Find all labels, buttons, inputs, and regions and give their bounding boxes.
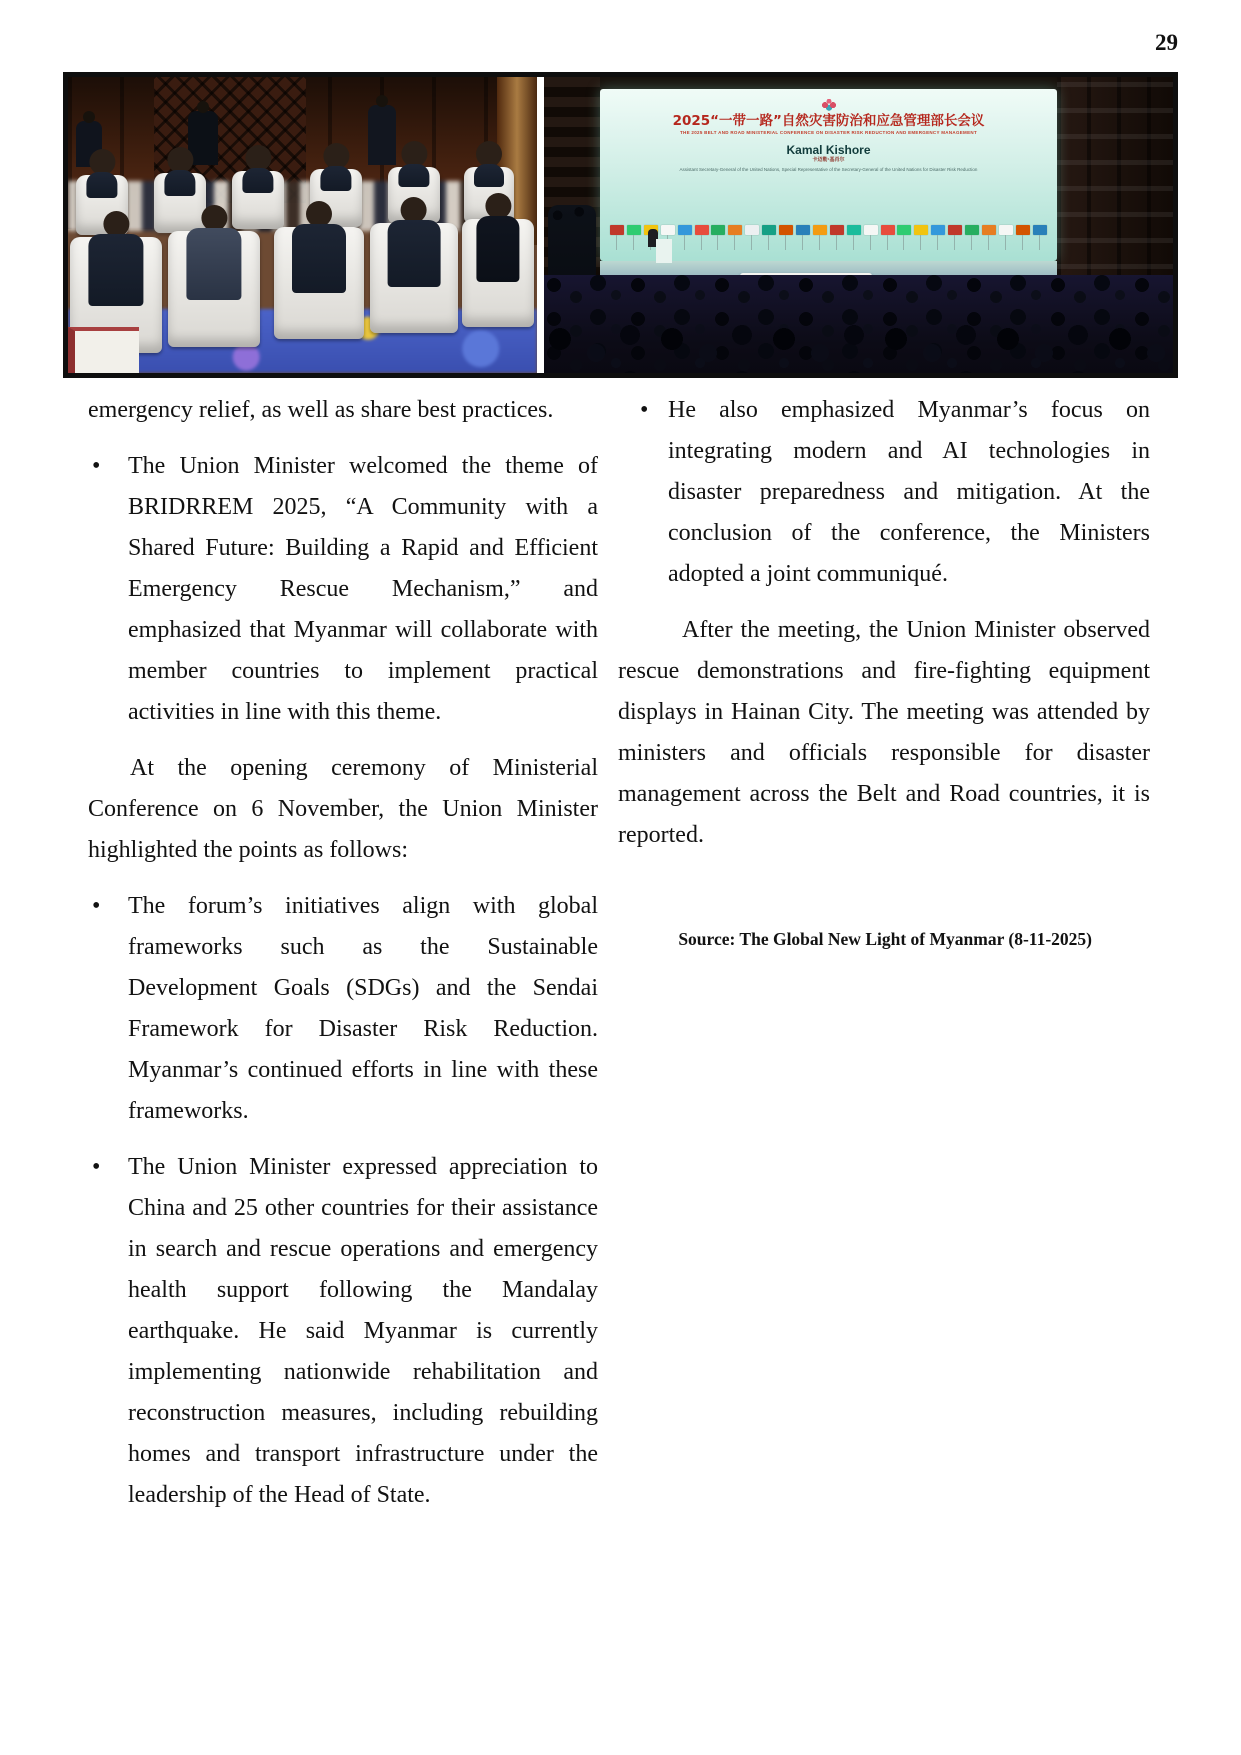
list-item bbox=[88, 886, 598, 1132]
flag-icon bbox=[897, 225, 911, 235]
flag-icon bbox=[914, 225, 928, 235]
led-screen bbox=[600, 89, 1057, 261]
flag-icon bbox=[678, 225, 692, 235]
armchair bbox=[274, 227, 364, 339]
person-silhouette bbox=[242, 145, 273, 193]
flag-icon bbox=[796, 225, 810, 235]
list-item bbox=[618, 390, 1150, 595]
flag-icon bbox=[745, 225, 759, 235]
bullet-marker bbox=[640, 390, 648, 431]
screen-title: 2025“一带一路”自然灾害防治和应急管理部长会议 bbox=[672, 113, 985, 129]
flag-row bbox=[610, 225, 1047, 237]
podium bbox=[656, 239, 672, 263]
flag-icon bbox=[627, 225, 641, 235]
flag-icon bbox=[830, 225, 844, 235]
flag-icon bbox=[931, 225, 945, 235]
list-item bbox=[88, 446, 598, 733]
right-column bbox=[618, 390, 1150, 965]
list-item-text: He also emphasized Myanmar’s focus on integrating modern and AI technologies in disaster preparedness and mitigation. At the conclusion of the conference, the Ministers adopted a joint communiqué. bbox=[668, 397, 1150, 587]
foreground-chair bbox=[68, 327, 139, 373]
person-silhouette bbox=[388, 197, 441, 287]
person-silhouette bbox=[292, 201, 346, 293]
person-silhouette bbox=[86, 149, 117, 198]
page-number: 29 bbox=[1155, 30, 1178, 55]
flag-icon bbox=[847, 225, 861, 235]
paragraph: At the opening ceremony of Ministerial Conference on 6 November, the Union Minister highlighted the points as follows: bbox=[88, 755, 598, 863]
person-silhouette bbox=[474, 141, 504, 187]
flag-icon bbox=[948, 225, 962, 235]
flag-icon bbox=[965, 225, 979, 235]
flag-icon bbox=[864, 225, 878, 235]
paragraph: After the meeting, the Union Minister observed rescue demonstrations and fire-fighting equipment displays in Hainan City. The meeting was attended by ministers and officials responsible for disaster management across the Belt and Road countries, it is reported. bbox=[618, 617, 1150, 848]
conference-photo bbox=[63, 72, 1178, 378]
flag-icon bbox=[711, 225, 725, 235]
flag-icon bbox=[1033, 225, 1047, 235]
bullet-marker bbox=[92, 446, 100, 487]
flag-icon bbox=[982, 225, 996, 235]
screen-subtitle: THE 2025 BELT AND ROAD MINISTERIAL CONFERENCE ON DISASTER RISK REDUCTION AND EMERGENCY MANAGEMENT bbox=[679, 130, 978, 135]
bullet-marker bbox=[92, 1147, 100, 1188]
person-silhouette bbox=[186, 205, 241, 300]
continuation-paragraph: emergency relief, as well as share best practices. bbox=[88, 397, 554, 423]
audience bbox=[544, 275, 1173, 373]
list-item-text: The Union Minister welcomed the theme of BRIDRREM 2025, “A Community with a Shared Future: Building a Rapid and Efficient Emergency Rescue Mechanism,” and emphasized that Myanmar will collaborate with member countries to implement practical activities in line with this theme. bbox=[128, 453, 598, 725]
flag-icon bbox=[813, 225, 827, 235]
bullet-marker bbox=[92, 886, 100, 927]
person-silhouette bbox=[164, 147, 195, 196]
flag-icon bbox=[661, 225, 675, 235]
armchair bbox=[168, 231, 260, 347]
staff-silhouette bbox=[368, 105, 396, 165]
armchair bbox=[462, 219, 534, 327]
lotus-logo-icon bbox=[820, 98, 838, 111]
flag-icon bbox=[695, 225, 709, 235]
flag-icon bbox=[762, 225, 776, 235]
person-silhouette bbox=[320, 143, 351, 191]
person-silhouette bbox=[398, 141, 429, 187]
flag-icon bbox=[881, 225, 895, 235]
flag-icon bbox=[999, 225, 1013, 235]
flag-icon bbox=[728, 225, 742, 235]
source-citation: Source: The Global New Light of Myanmar (8-11-2025) bbox=[678, 929, 1092, 949]
list-item bbox=[88, 1147, 598, 1516]
speaker-name: Kamal Kishore bbox=[786, 143, 871, 157]
speaker-name-chinese: 卡迈勒·基肖尔 bbox=[812, 157, 845, 163]
left-column bbox=[88, 390, 598, 1531]
list-item-text: The forum’s initiatives align with global frameworks such as the Sustainable Development Goals (SDGs) and the Sendai Framework for Disaster Risk Reduction. Myanmar’s continued efforts in line with these frameworks. bbox=[128, 893, 598, 1124]
flag-icon bbox=[610, 225, 624, 235]
armchair bbox=[370, 223, 458, 333]
flag-icon bbox=[1016, 225, 1030, 235]
photo-right-stage bbox=[544, 77, 1173, 373]
photo-left-dignitaries bbox=[68, 77, 537, 373]
list-item-text: The Union Minister expressed appreciation to China and 25 other countries for their assistance in search and rescue operations and emergency health support following the Mandalay earthquake. He said Myanmar is currently implementing nationwide rehabilitation and reconstruction measures, including rebuilding homes and transport infrastructure under the leadership of the Head of State. bbox=[128, 1154, 598, 1508]
person-silhouette bbox=[88, 211, 143, 306]
speaker-title: Assistant Secretary-General of the United Nations, Special Representative of the Secretary-General of the United Nations for Disaster Risk Reduction bbox=[679, 167, 978, 172]
flag-icon bbox=[779, 225, 793, 235]
person-silhouette bbox=[476, 193, 519, 282]
